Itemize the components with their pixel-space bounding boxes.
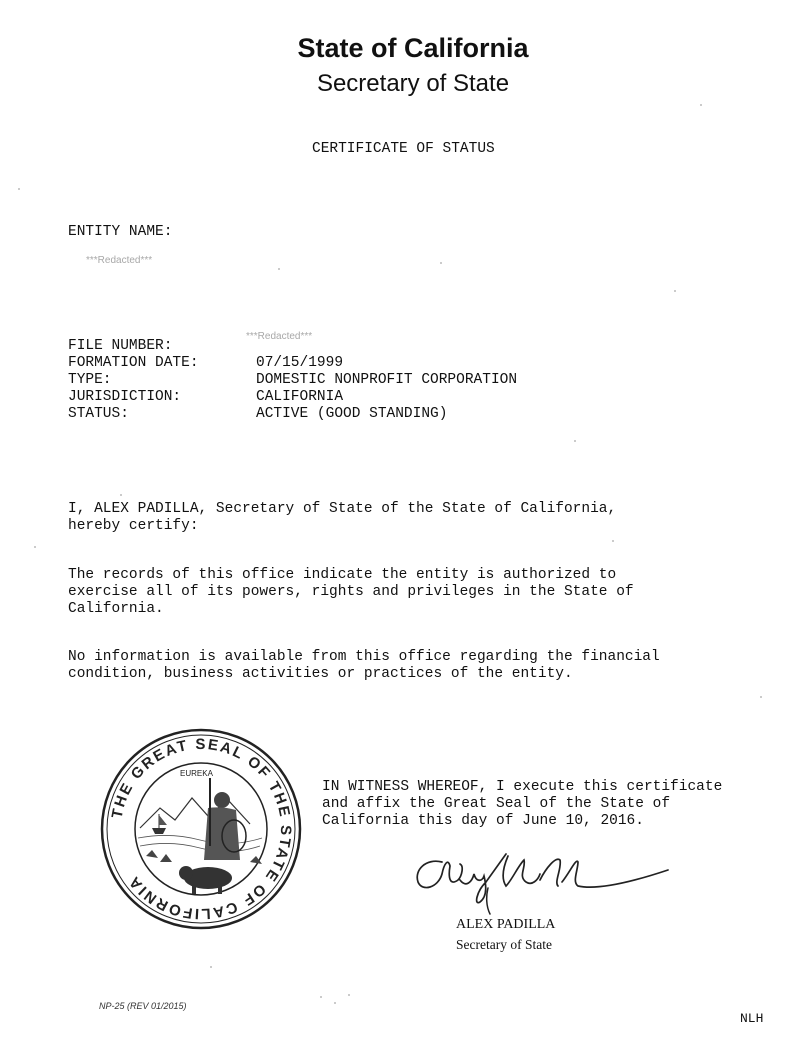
field-label: STATUS: — [68, 406, 129, 422]
field-label: FILE NUMBER: — [68, 338, 173, 354]
entity-name-label: ENTITY NAME: — [68, 224, 173, 240]
records-paragraph: The records of this office indicate the entity is authorized to exercise all of its powers, rights and privileges in the State of California. — [68, 567, 634, 617]
form-code: NP-25 (REV 01/2015) — [99, 1001, 187, 1011]
certificate-title: CERTIFICATE OF STATUS — [312, 141, 495, 157]
field-value: 07/15/1999 — [256, 355, 344, 371]
seal-graphic — [100, 728, 302, 930]
no-info-paragraph: No information is available from this office regarding the financial condition, business activities or practices of the entity. — [68, 649, 660, 682]
field-label: TYPE: — [68, 372, 112, 388]
certify-paragraph: I, ALEX PADILLA, Secretary of State of the State of California, hereby certify: — [68, 501, 617, 534]
great-seal — [100, 728, 302, 930]
field-row-status — [68, 406, 517, 423]
field-label: FORMATION DATE: — [68, 355, 199, 371]
header-office: Secretary of State — [316, 70, 510, 97]
fields-block — [68, 338, 517, 423]
field-row-file-number — [68, 338, 517, 355]
field-row-type — [68, 372, 517, 389]
signatory-name: ALEX PADILLA — [456, 917, 556, 932]
field-row-jurisdiction — [68, 389, 517, 406]
file-number-redacted: ***Redacted*** — [246, 331, 313, 342]
field-label: JURISDICTION: — [68, 389, 182, 405]
seal-ring-text: THE GREAT SEAL OF THE STATE OF CALIFORNIA — [108, 735, 295, 923]
signatory-title: Secretary of State — [456, 937, 552, 952]
field-value: CALIFORNIA — [256, 389, 344, 405]
witness-statement: IN WITNESS WHEREOF, I execute this certificate and affix the Great Seal of the State of California this day of June 10, 2016. — [322, 779, 723, 829]
footer-initials: NLH — [740, 1011, 764, 1026]
field-row-formation-date — [68, 355, 517, 372]
field-value: ACTIVE (GOOD STANDING) — [256, 406, 448, 422]
entity-name-redacted: ***Redacted*** — [86, 255, 153, 266]
header-state: State of California — [297, 33, 529, 63]
field-value: DOMESTIC NONPROFIT CORPORATION — [256, 372, 518, 388]
signature-graphic — [406, 836, 676, 916]
seal-motto: EUREKA — [180, 769, 213, 778]
